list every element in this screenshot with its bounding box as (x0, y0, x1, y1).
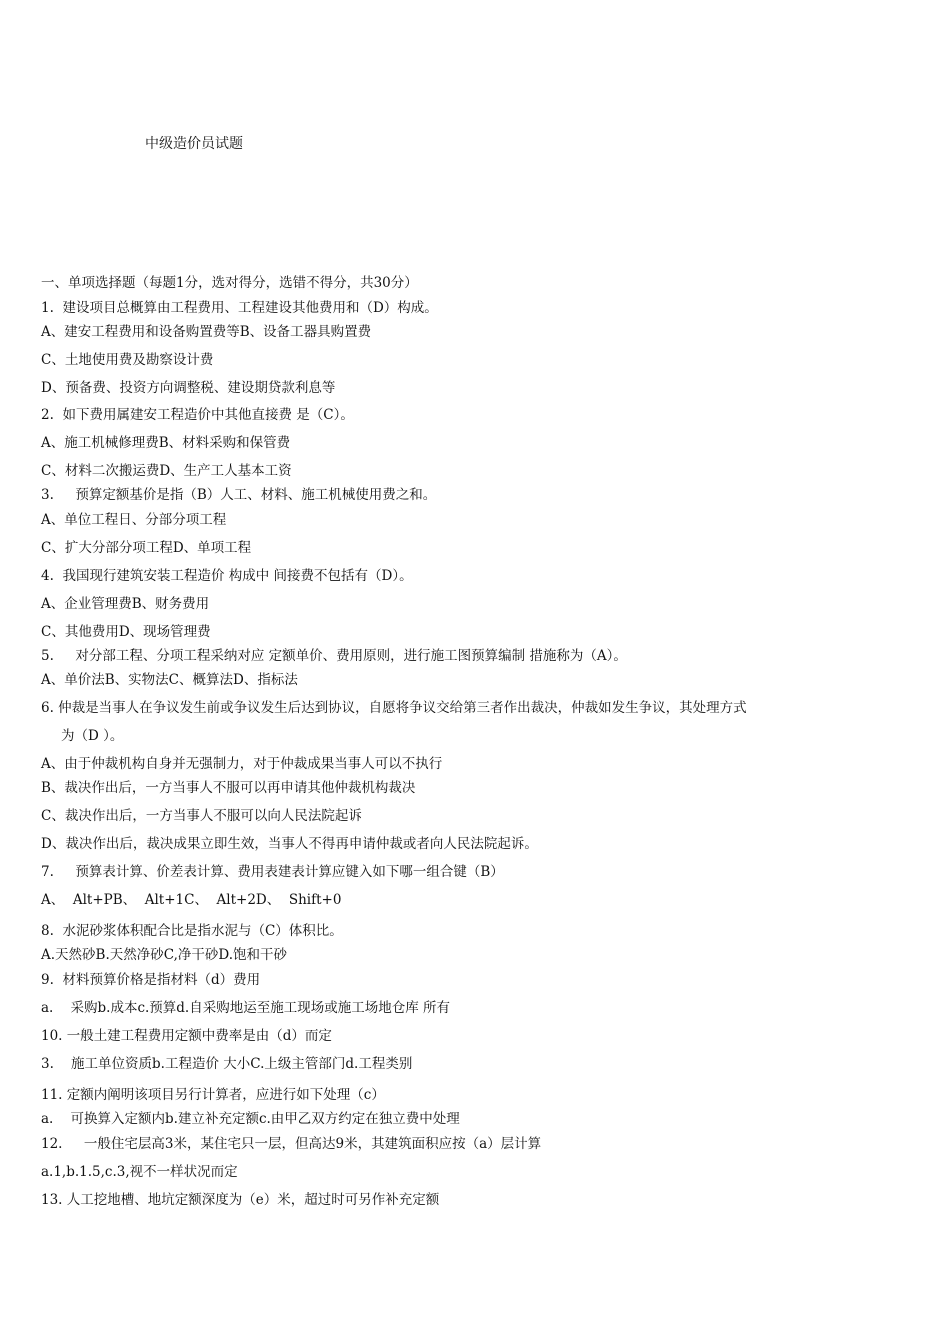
text-line: A、施工机械修理费B、材料采购和保管费 (41, 435, 291, 451)
text-line: C、其他费用D、现场管理费 (41, 624, 211, 640)
text-line: a.1,b.1.5,c.3,视不一样状况而定 (41, 1164, 238, 1180)
text-line: 7. 预算表计算、价差表计算、费用表建表计算应键入如下哪一组合键（B） (41, 864, 504, 880)
text-line: 10. 一般土建工程费用定额中费率是由（d）而定 (41, 1028, 332, 1044)
text-line: A、 Alt+PB、 Alt+1C、 Alt+2D、 Shift+0 (41, 892, 342, 908)
text-line: 11. 定额内阐明该项目另行计算者，应进行如下处理（c） (41, 1087, 385, 1103)
text-line: A、建安工程费用和设备购置费等B、设备工器具购置费 (41, 324, 372, 340)
text-line: A、由于仲裁机构自身并无强制力，对于仲裁成果当事人可以不执行 (41, 756, 443, 772)
text-line: 12. 一般住宅层高3米，某住宅只一层，但高达9米，其建筑面积应按（a）层计算 (41, 1136, 542, 1152)
text-line: 3. 预算定额基价是指（B）人工、材料、施工机械使用费之和。 (41, 487, 437, 503)
text-line: 9. 材料预算价格是指材料（d）费用 (41, 972, 261, 988)
text-line: 为（D ）。 (61, 728, 124, 744)
text-line: A、单价法B、实物法C、概算法D、指标法 (41, 672, 298, 688)
text-line: C、土地使用费及勘察设计费 (41, 352, 214, 368)
text-line: A、企业管理费B、财务费用 (41, 596, 210, 612)
text-line: C、材料二次搬运费D、生产工人基本工资 (41, 463, 292, 479)
text-line: 8. 水泥砂浆体积配合比是指水泥与（C）体积比。 (41, 923, 343, 939)
text-line: 6. 仲裁是当事人在争议发生前或争议发生后达到协议，自愿将争议交给第三者作出裁决，仲裁如发生争议，其处理方式 (41, 700, 747, 716)
page-title: 中级造价员试题 (145, 136, 243, 152)
text-line: a. 采购b.成本c.预算d.自采购地运至施工现场或施工场地仓库 所有 (41, 1000, 451, 1016)
text-line: B、裁决作出后，一方当事人不服可以再申请其他仲裁机构裁决 (41, 780, 416, 796)
text-line: 4. 我国现行建筑安装工程造价 构成中 间接费不包括有（D）。 (41, 568, 413, 584)
section-heading: 一、单项选择题（每题1分，选对得分，选错不得分，共30分） (41, 275, 418, 291)
text-line: A.天然砂B.天然净砂C,净干砂D.饱和干砂 (41, 947, 288, 963)
text-line: 13. 人工挖地槽、地坑定额深度为（e）米，超过时可另作补充定额 (41, 1192, 440, 1208)
text-line: 1. 建设项目总概算由工程费用、工程建设其他费用和（D）构成。 (41, 300, 438, 316)
text-line: D、预备费、投资方向调整税、建设期贷款利息等 (41, 380, 336, 396)
text-line: C、裁决作出后，一方当事人不服可以向人民法院起诉 (41, 808, 362, 824)
text-line: a. 可换算入定额内b.建立补充定额c.由甲乙双方约定在独立费中处理 (41, 1111, 460, 1127)
text-line: D、裁决作出后，裁决成果立即生效，当事人不得再申请仲裁或者向人民法院起诉。 (41, 836, 538, 852)
text-line: 2. 如下费用属建安工程造价中其他直接费 是（C）。 (41, 407, 354, 423)
text-line: 3. 施工单位资质b.工程造价 大小C.上级主管部门d.工程类别 (41, 1056, 413, 1072)
text-line: 5. 对分部工程、分项工程采纳对应 定额单价、费用原则，进行施工图预算编制 措施称为（A）。 (41, 648, 627, 664)
text-line: C、扩大分部分项工程D、单项工程 (41, 540, 252, 556)
text-line: A、单位工程日、分部分项工程 (41, 512, 227, 528)
